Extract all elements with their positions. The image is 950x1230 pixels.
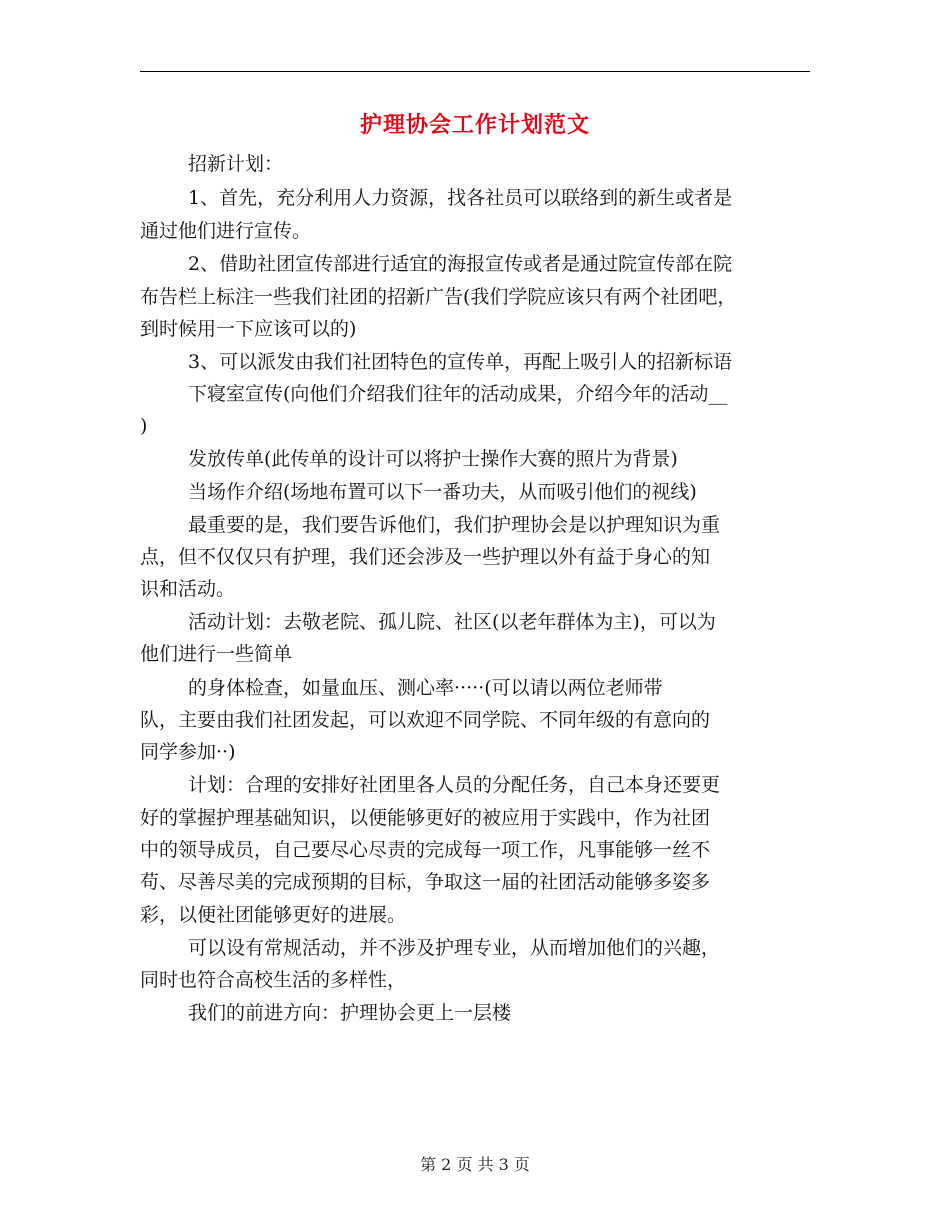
paragraph-line: 下寝室宣传(向他们介绍我们往年的活动成果，介绍今年的活动__ [188, 383, 728, 405]
paragraph-line: ) [140, 415, 148, 437]
paragraph-line: 中的领导成员，自己要尽心尽责的完成每一项工作，凡事能够一丝不 [140, 839, 711, 861]
paragraph-line: 我们的前进方向：护理协会更上一层楼 [188, 1002, 512, 1024]
paragraph-line: 他们进行一些简单 [140, 643, 293, 665]
paragraph-line: 苟、尽善尽美的完成预期的目标，争取这一届的社团活动能够多姿多 [140, 871, 711, 893]
header-rule [140, 71, 810, 72]
paragraph-line: 可以设有常规活动，并不涉及护理专业，从而增加他们的兴趣， [188, 937, 721, 959]
paragraph-line: 点，但不仅仅只有护理，我们还会涉及一些护理以外有益于身心的知 [140, 546, 711, 568]
paragraph-line: 计划：合理的安排好社团里各人员的分配任务，自己本身还要更 [188, 774, 721, 796]
paragraph-line: 同学参加··) [140, 741, 236, 763]
paragraph-line: 3、可以派发由我们社团特色的宣传单，再配上吸引人的招新标语 [188, 351, 733, 373]
paragraph-line: 同时也符合高校生活的多样性， [140, 969, 407, 991]
paragraph-line: 识和活动。 [140, 578, 236, 600]
paragraph-line: 布告栏上标注一些我们社团的招新广告(我们学院应该只有两个社团吧， [140, 286, 737, 308]
paragraph-line: 通过他们进行宣传。 [140, 220, 312, 242]
paragraph-line: 队，主要由我们社团发起，可以欢迎不同学院、不同年级的有意向的 [140, 709, 711, 731]
paragraph-line: 招新计划： [188, 153, 284, 175]
paragraph-line: 到时候用一下应该可以的) [140, 318, 357, 340]
paragraph-line: 发放传单(此传单的设计可以将护士操作大赛的照片为背景) [188, 448, 678, 470]
paragraph-line: 最重要的是，我们要告诉他们，我们护理协会是以护理知识为重 [188, 514, 721, 536]
paragraph-line: 1、首先，充分利用人力资源，找各社员可以联络到的新生或者是 [188, 187, 733, 209]
page-number-footer: 第 2 页 共 3 页 [420, 1155, 530, 1174]
paragraph-line: 活动计划：去敬老院、孤儿院、社区(以老年群体为主)，可以为 [188, 611, 716, 633]
paragraph-line: 彩，以便社团能够更好的进展。 [140, 904, 407, 926]
paragraph-line: 当场作介绍(场地布置可以下一番功夫，从而吸引他们的视线) [188, 481, 697, 503]
paragraph-line: 2、借助社团宣传部进行适宜的海报宣传或者是通过院宣传部在院 [188, 253, 733, 275]
paragraph-line: 好的掌握护理基础知识，以便能够更好的被应用于实践中，作为社团 [140, 807, 711, 829]
document-title: 护理协会工作计划范文 [359, 112, 590, 138]
paragraph-line: 的身体检查，如量血压、测心率·····(可以请以两位老师带 [188, 677, 663, 699]
